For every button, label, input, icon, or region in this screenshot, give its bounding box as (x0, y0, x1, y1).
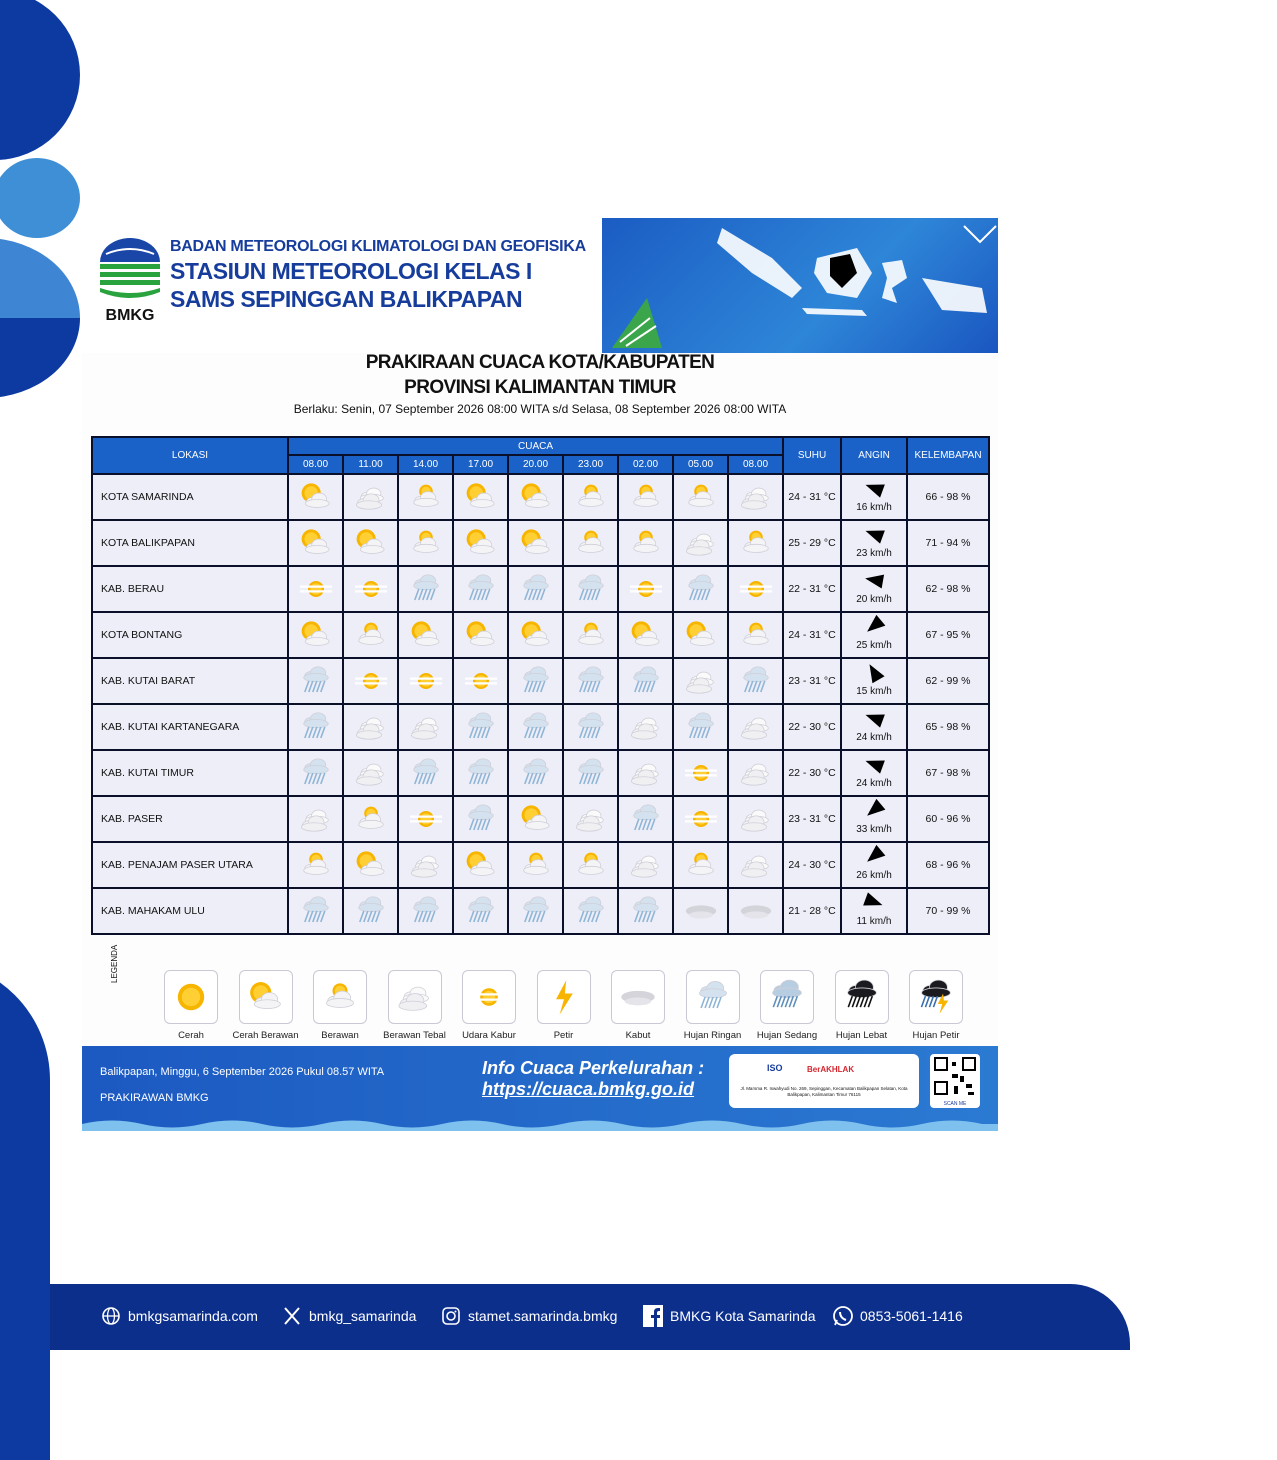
time-header: 17.00 (453, 455, 508, 474)
location-name: KAB. BERAU (92, 566, 288, 612)
legend-label: Hujan Sedang (756, 1030, 818, 1041)
wind-cell (841, 474, 907, 520)
info-url-link[interactable]: https://cuaca.bmkg.go.id (482, 1079, 695, 1099)
hujan-ringan-icon (563, 566, 618, 612)
berawan-tebal-icon (618, 704, 673, 750)
footer-wave (82, 1117, 998, 1131)
humidity: 71 - 94 % (907, 520, 989, 566)
whatsapp-icon (832, 1305, 854, 1327)
wind-cell (841, 750, 907, 796)
hujan-ringan-icon (563, 750, 618, 796)
berawan-icon (508, 842, 563, 888)
hujan-ringan-icon (453, 796, 508, 842)
iso-berakhlak-card (729, 1054, 919, 1108)
weather-legend (154, 970, 990, 1042)
cerah-berawan-icon (508, 474, 563, 520)
hujan-ringan-icon (453, 750, 508, 796)
website-label: bmkgsamarinda.com (128, 1308, 258, 1324)
hujan-ringan-icon (508, 750, 563, 796)
berawan-tebal-icon (728, 474, 783, 520)
whatsapp-number: 0853-5061-1416 (860, 1308, 963, 1324)
wind-speed: 23 km/h (856, 548, 892, 559)
indonesia-map-icon (602, 218, 998, 353)
wind-speed: 25 km/h (856, 640, 892, 651)
berawan-icon (728, 520, 783, 566)
hujan-ringan-icon (343, 888, 398, 934)
wind-direction-icon (863, 661, 884, 684)
humidity: 66 - 98 % (907, 474, 989, 520)
location-name: KOTA SAMARINDA (92, 474, 288, 520)
legend-item-berawan (303, 970, 377, 1041)
location-name: KOTA BONTANG (92, 612, 288, 658)
hujan-sedang-icon (760, 970, 814, 1024)
header-angin: ANGIN (841, 437, 907, 474)
legend-item-cerah (154, 970, 228, 1041)
location-name: KAB. KUTAI TIMUR (92, 750, 288, 796)
globe-icon (100, 1305, 122, 1327)
table-row (92, 796, 989, 842)
legend-label: Cerah Berawan (232, 1030, 299, 1041)
hujan-ringan-icon (618, 888, 673, 934)
udara-kabur-icon (673, 750, 728, 796)
berawan-icon (288, 842, 343, 888)
humidity: 60 - 96 % (907, 796, 989, 842)
temperature: 23 - 31 °C (783, 796, 841, 842)
temperature: 22 - 31 °C (783, 566, 841, 612)
legend-item-hujan-sedang (750, 970, 824, 1041)
berawan-tebal-icon (288, 796, 343, 842)
wind-direction-icon (863, 524, 885, 543)
cerah-berawan-icon (508, 520, 563, 566)
qr-code[interactable] (930, 1054, 980, 1108)
wind-speed: 16 km/h (856, 502, 892, 513)
social-website[interactable] (100, 1303, 258, 1329)
berawan-tebal-icon (398, 704, 453, 750)
info-title: Info Cuaca Perkelurahan : (482, 1058, 705, 1078)
temperature: 24 - 31 °C (783, 474, 841, 520)
berawan-icon (728, 612, 783, 658)
time-header: 14.00 (398, 455, 453, 474)
instagram-handle: stamet.samarinda.bmkg (468, 1308, 618, 1324)
berawan-tebal-icon (388, 970, 442, 1024)
berawan-icon (343, 796, 398, 842)
qr-label: SCAN ME (943, 1101, 967, 1107)
legend-item-hujan-ringan (676, 970, 750, 1041)
legend-item-kabut (601, 970, 675, 1041)
validity-period: Berlaku: Senin, 07 September 2026 08:00 WITA s/d Selasa, 08 September 2026 08:00 WITA (293, 402, 787, 416)
wind-direction-icon (863, 615, 886, 637)
wind-cell (841, 842, 907, 888)
udara-kabur-icon (288, 566, 343, 612)
station-location: SAMS SEPINGGAN BALIKPAPAN (170, 286, 523, 312)
temperature: 22 - 30 °C (783, 704, 841, 750)
humidity: 67 - 95 % (907, 612, 989, 658)
location-name: KAB. KUTAI BARAT (92, 658, 288, 704)
udara-kabur-icon (618, 566, 673, 612)
decor-circle-top (0, 0, 80, 160)
wind-direction-icon (863, 892, 885, 911)
issue-date: Balikpapan, Minggu, 6 September 2026 Pukul 08.57 WITA (100, 1066, 385, 1078)
table-row (92, 658, 989, 704)
facebook-page: BMKG Kota Samarinda (670, 1308, 816, 1324)
station-name: STASIUN METEOROLOGI KELAS I (170, 258, 532, 284)
humidity: 62 - 98 % (907, 566, 989, 612)
humidity: 70 - 99 % (907, 888, 989, 934)
temperature: 22 - 30 °C (783, 750, 841, 796)
wind-direction-icon (863, 708, 885, 727)
hujan-ringan-icon (508, 704, 563, 750)
udara-kabur-icon (398, 658, 453, 704)
berawan-icon (398, 474, 453, 520)
berakhlak-logo: BerAKHLAK (807, 1065, 855, 1074)
location-name: KOTA BALIKPAPAN (92, 520, 288, 566)
hujan-ringan-icon (453, 704, 508, 750)
cerah-berawan-icon (453, 612, 508, 658)
berawan-tebal-icon (398, 842, 453, 888)
berawan-tebal-icon (343, 704, 398, 750)
kabut-icon (673, 888, 728, 934)
udara-kabur-icon (673, 796, 728, 842)
bmkg-logo (96, 232, 164, 322)
wind-direction-icon (863, 845, 886, 867)
hujan-ringan-icon (563, 888, 618, 934)
x-logo-icon (281, 1305, 303, 1327)
iso-badge: ISO (767, 1063, 783, 1073)
hujan-ringan-icon (398, 750, 453, 796)
header-kelembapan: KELEMBAPAN (907, 437, 989, 474)
header-lokasi: LOKASI (92, 437, 288, 474)
header-suhu: SUHU (783, 437, 841, 474)
berawan-icon (313, 970, 367, 1024)
wind-speed: 11 km/h (856, 916, 892, 927)
time-header: 20.00 (508, 455, 563, 474)
hujan-ringan-icon (673, 566, 728, 612)
berawan-icon (563, 612, 618, 658)
hujan-ringan-icon (618, 796, 673, 842)
hujan-petir-icon (909, 970, 963, 1024)
udara-kabur-icon (462, 970, 516, 1024)
legend-label: Udara Kabur (462, 1030, 516, 1041)
wind-direction-icon (864, 572, 884, 589)
location-name: KAB. PENAJAM PASER UTARA (92, 842, 288, 888)
berawan-tebal-icon (343, 474, 398, 520)
legend-item-hujan-petir (899, 970, 973, 1041)
humidity: 67 - 98 % (907, 750, 989, 796)
social-facebook[interactable] (642, 1303, 816, 1329)
hujan-ringan-icon (288, 888, 343, 934)
legend-item-berawan-tebal (378, 970, 452, 1041)
legend-title: LEGENDA (110, 944, 119, 983)
forecast-subtitle: PROVINSI KALIMANTAN TIMUR (404, 377, 676, 398)
poster-header (82, 218, 1277, 353)
wind-direction-icon (863, 799, 886, 821)
cerah-berawan-icon (288, 474, 343, 520)
berawan-icon (343, 612, 398, 658)
legend-item-udara-kabur (452, 970, 526, 1041)
time-header: 08.00 (288, 455, 343, 474)
cerah-berawan-icon (239, 970, 293, 1024)
legend-label: Berawan Tebal (383, 1030, 446, 1041)
humidity: 68 - 96 % (907, 842, 989, 888)
office-address: Jl. Marsma R. Iswahyudi No. 269, Sepinggan, Kecamatan Balikpapan Selatan, Kota Balikpapan, Kalimantan Timur 76115 (740, 1086, 908, 1097)
wind-cell (841, 658, 907, 704)
wind-cell (841, 612, 907, 658)
decor-circle-small (0, 158, 80, 238)
forecaster-label: PRAKIRAWAN BMKG (100, 1092, 209, 1104)
decor-circle-half (0, 238, 80, 398)
berawan-tebal-icon (343, 750, 398, 796)
berawan-tebal-icon (673, 520, 728, 566)
hujan-ringan-icon (453, 888, 508, 934)
temperature: 25 - 29 °C (783, 520, 841, 566)
qr-icon (930, 1054, 980, 1098)
udara-kabur-icon (398, 796, 453, 842)
berawan-tebal-icon (618, 842, 673, 888)
berawan-tebal-icon (728, 750, 783, 796)
berawan-icon (618, 520, 673, 566)
berawan-icon (563, 520, 618, 566)
table-row (92, 520, 989, 566)
legend-label: Petir (553, 1030, 574, 1041)
instagram-icon (440, 1305, 462, 1327)
cerah-berawan-icon (673, 612, 728, 658)
location-name: KAB. KUTAI KARTANEGARA (92, 704, 288, 750)
hujan-ringan-icon (508, 888, 563, 934)
legend-item-cerah-berawan (229, 970, 303, 1041)
cerah-berawan-icon (453, 474, 508, 520)
wind-cell (841, 704, 907, 750)
forecast-table (91, 436, 990, 935)
forecast-poster (82, 218, 1277, 1131)
social-whatsapp[interactable] (832, 1303, 963, 1329)
cerah-berawan-icon (288, 612, 343, 658)
cerah-berawan-icon (453, 842, 508, 888)
cerah-berawan-icon (618, 612, 673, 658)
berawan-tebal-icon (728, 704, 783, 750)
table-row (92, 474, 989, 520)
hujan-lebat-icon (835, 970, 889, 1024)
hujan-ringan-icon (728, 658, 783, 704)
wind-speed: 26 km/h (856, 870, 892, 881)
time-header: 11.00 (343, 455, 398, 474)
udara-kabur-icon (453, 658, 508, 704)
hujan-ringan-icon (288, 704, 343, 750)
hujan-ringan-icon (686, 970, 740, 1024)
facebook-icon (642, 1305, 664, 1327)
table-row (92, 566, 989, 612)
hujan-ringan-icon (508, 658, 563, 704)
cerah-berawan-icon (343, 842, 398, 888)
wind-cell (841, 888, 907, 934)
poster-footer (82, 1046, 998, 1131)
cerah-berawan-icon (508, 796, 563, 842)
berawan-icon (563, 474, 618, 520)
social-x[interactable] (281, 1303, 416, 1329)
berawan-icon (673, 842, 728, 888)
decor-shape-left (0, 960, 50, 1460)
legend-label: Cerah (178, 1030, 204, 1041)
wind-cell (841, 566, 907, 612)
wind-cell (841, 796, 907, 842)
petir-icon (537, 970, 591, 1024)
wind-direction-icon (863, 478, 885, 497)
udara-kabur-icon (343, 566, 398, 612)
social-instagram[interactable] (440, 1303, 617, 1329)
time-header: 23.00 (563, 455, 618, 474)
berawan-icon (673, 474, 728, 520)
wind-speed: 24 km/h (856, 778, 892, 789)
wind-speed: 24 km/h (856, 732, 892, 743)
hujan-ringan-icon (673, 704, 728, 750)
location-name: KAB. MAHAKAM ULU (92, 888, 288, 934)
org-name: BADAN METEOROLOGI KLIMATOLOGI DAN GEOFISIKA (170, 238, 586, 255)
cerah-icon (164, 970, 218, 1024)
legend-item-petir (527, 970, 601, 1041)
temperature: 24 - 30 °C (783, 842, 841, 888)
wind-speed: 33 km/h (856, 824, 892, 835)
time-header: 08.00 (728, 455, 783, 474)
berawan-icon (563, 842, 618, 888)
hujan-ringan-icon (288, 658, 343, 704)
cerah-berawan-icon (288, 520, 343, 566)
berawan-tebal-icon (728, 796, 783, 842)
table-row (92, 888, 989, 934)
wind-speed: 15 km/h (856, 686, 892, 697)
hujan-ringan-icon (288, 750, 343, 796)
humidity: 62 - 99 % (907, 658, 989, 704)
berawan-tebal-icon (563, 796, 618, 842)
hujan-ringan-icon (563, 704, 618, 750)
time-header: 05.00 (673, 455, 728, 474)
udara-kabur-icon (343, 658, 398, 704)
cerah-berawan-icon (343, 520, 398, 566)
hujan-ringan-icon (563, 658, 618, 704)
humidity: 65 - 98 % (907, 704, 989, 750)
cerah-berawan-icon (398, 612, 453, 658)
time-header: 02.00 (618, 455, 673, 474)
legend-label: Berawan (321, 1030, 359, 1041)
cerah-berawan-icon (508, 612, 563, 658)
kabut-icon (728, 888, 783, 934)
wind-speed: 20 km/h (856, 594, 892, 605)
legend-label: Hujan Lebat (835, 1030, 888, 1041)
borneo-map-band (602, 218, 1277, 353)
legend-label: Hujan Petir (912, 1030, 960, 1041)
hujan-ringan-icon (508, 566, 563, 612)
forecast-title: PRAKIRAAN CUACA KOTA/KABUPATEN (365, 352, 715, 373)
berawan-icon (398, 520, 453, 566)
hujan-ringan-icon (618, 658, 673, 704)
header-cuaca: CUACA (288, 437, 783, 455)
berawan-tebal-icon (728, 842, 783, 888)
cerah-berawan-icon (453, 520, 508, 566)
hujan-ringan-icon (453, 566, 508, 612)
table-row (92, 612, 989, 658)
kabut-icon (611, 970, 665, 1024)
legend-label: Kabut (625, 1030, 651, 1041)
temperature: 24 - 31 °C (783, 612, 841, 658)
berawan-icon (618, 474, 673, 520)
legend-item-hujan-lebat (825, 970, 899, 1041)
udara-kabur-icon (728, 566, 783, 612)
hujan-ringan-icon (398, 566, 453, 612)
x-handle: bmkg_samarinda (309, 1308, 417, 1324)
berawan-tebal-icon (673, 658, 728, 704)
temperature: 21 - 28 °C (783, 888, 841, 934)
borneo-label: Borneo (1204, 296, 1277, 320)
hujan-ringan-icon (398, 888, 453, 934)
table-row (92, 750, 989, 796)
location-name: KAB. PASER (92, 796, 288, 842)
legend-label: Hujan Ringan (683, 1030, 742, 1041)
wind-direction-icon (863, 754, 885, 773)
bmkg-logo-text: BMKG (105, 307, 155, 324)
wind-cell (841, 520, 907, 566)
temperature: 23 - 31 °C (783, 658, 841, 704)
berawan-tebal-icon (618, 750, 673, 796)
table-row (92, 704, 989, 750)
table-row (92, 842, 989, 888)
